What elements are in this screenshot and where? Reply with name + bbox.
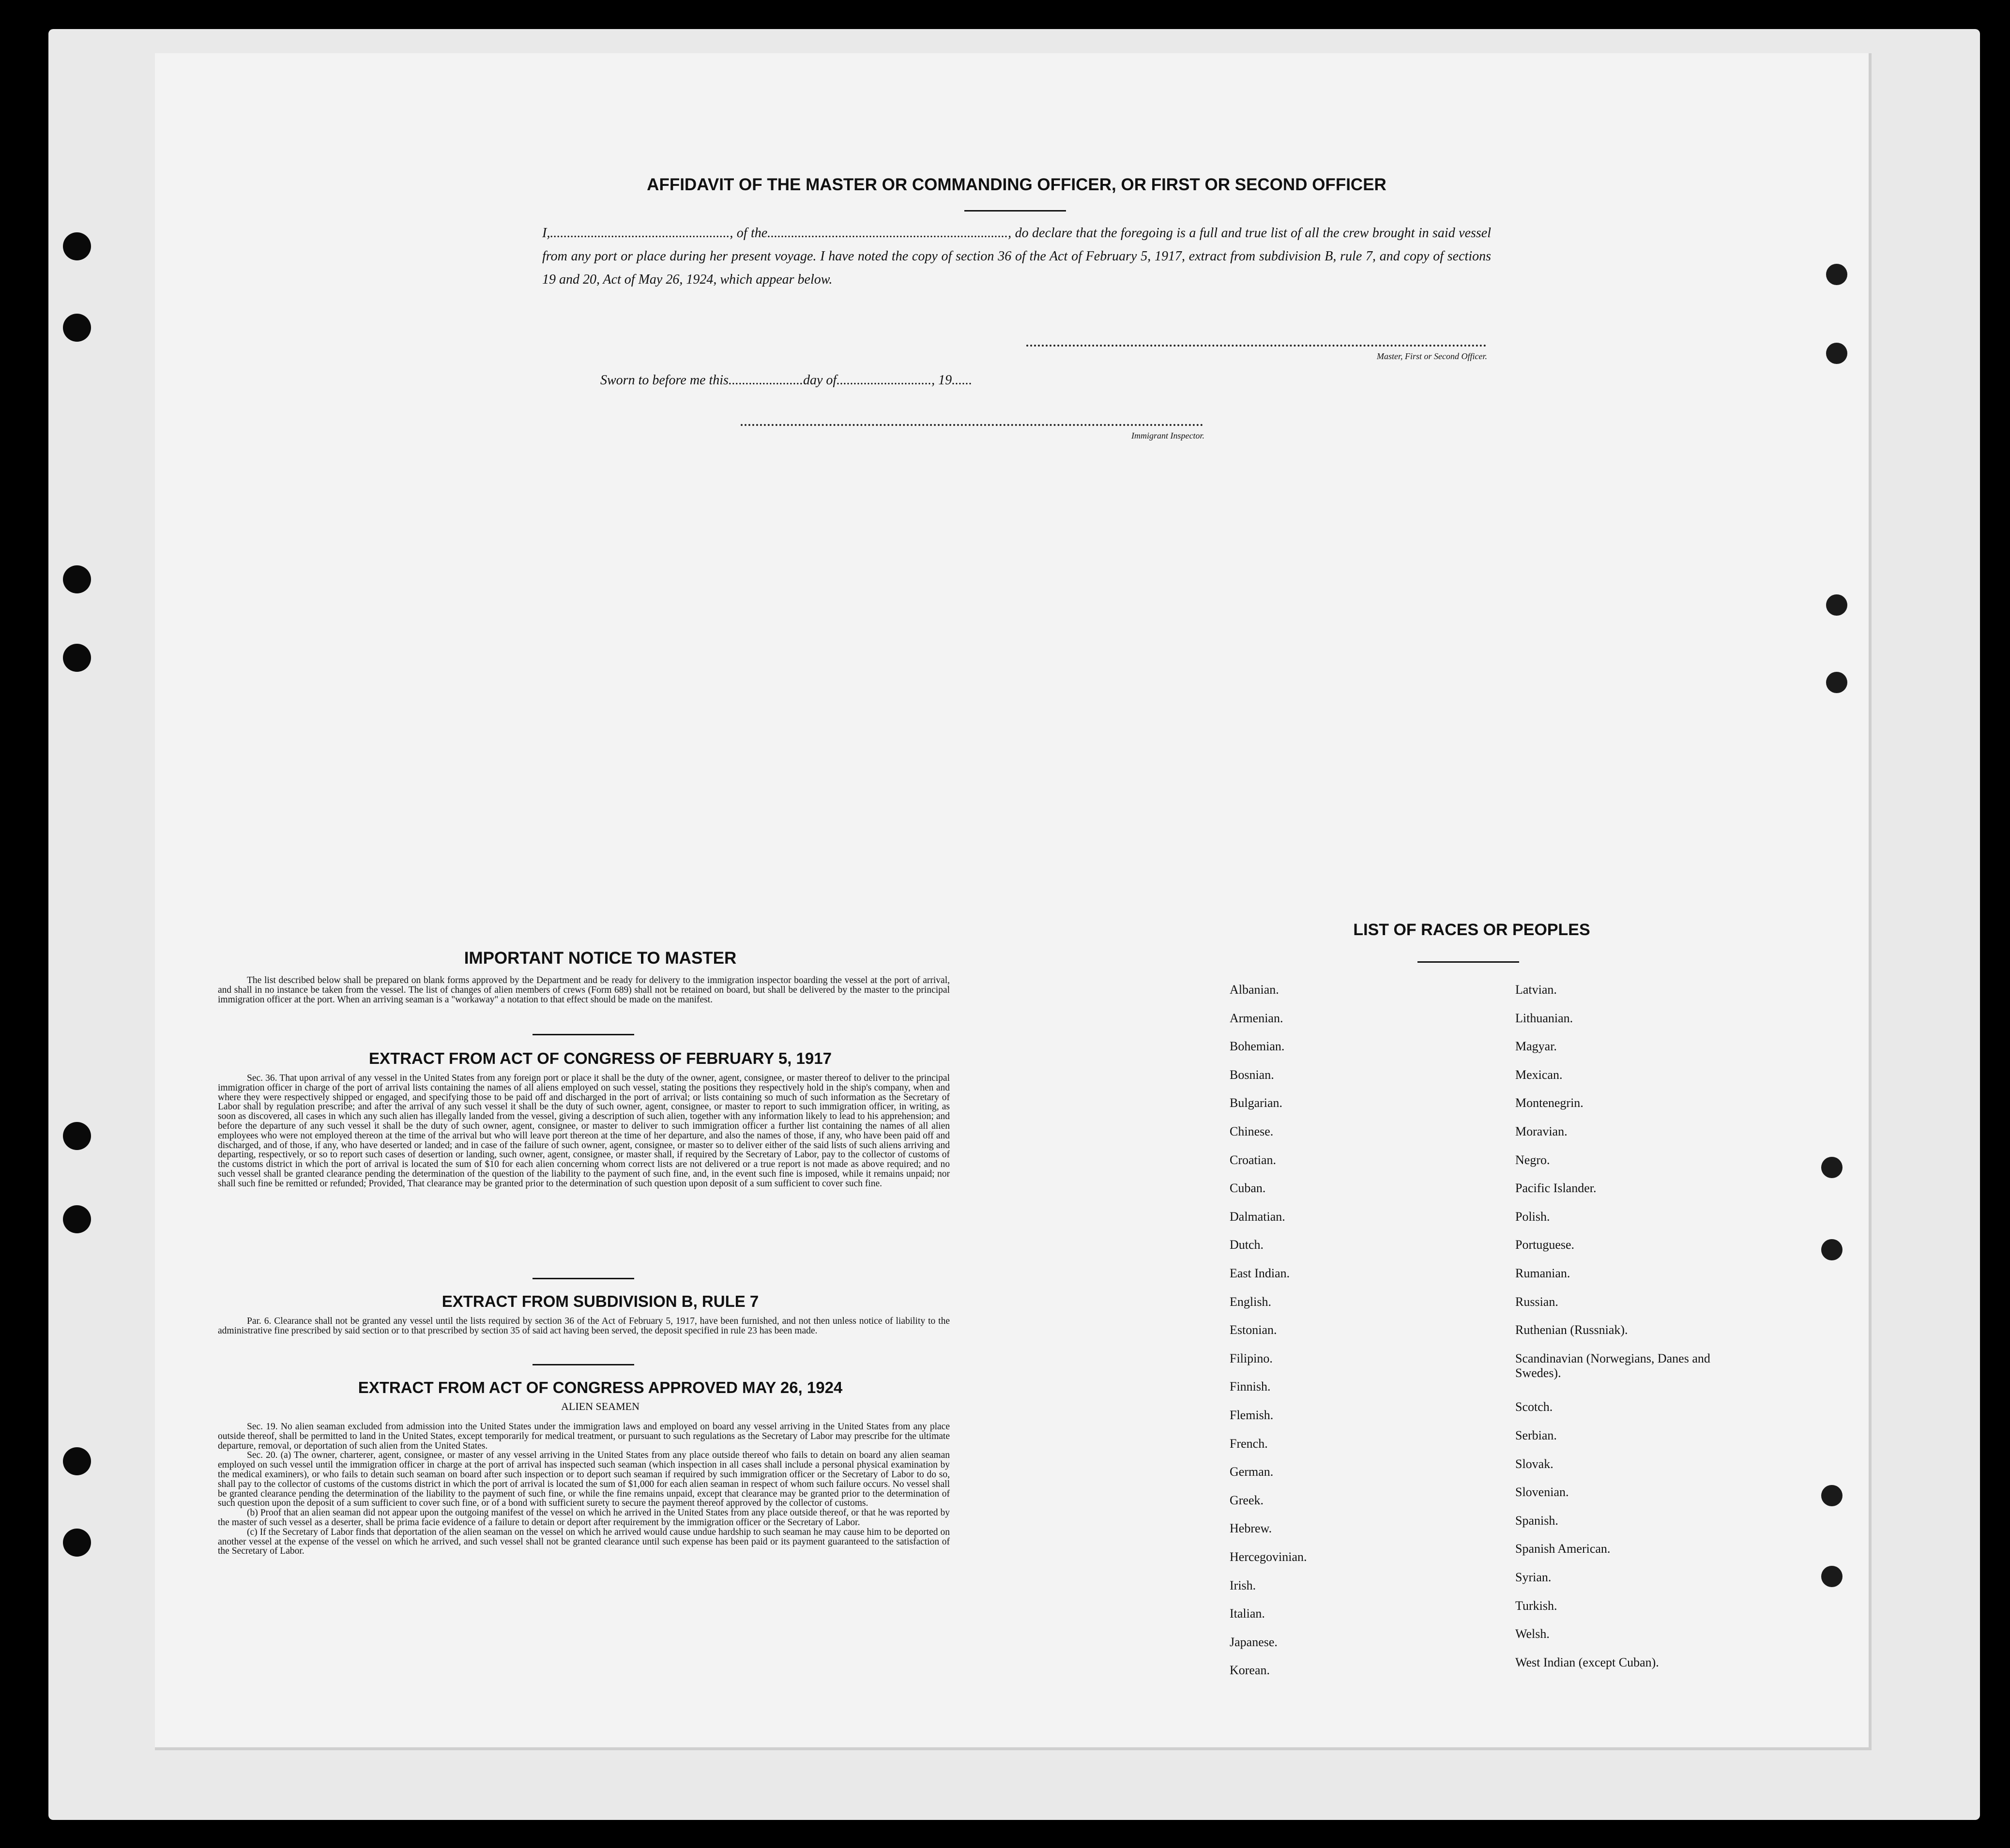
race-item: Greek.	[1230, 1493, 1264, 1507]
race-item: Welsh.	[1515, 1627, 1550, 1641]
race-item: Spanish American.	[1515, 1542, 1611, 1556]
sworn-statement: Sworn to before me this......................day of............................, 19......	[600, 373, 973, 388]
punch-hole	[1826, 672, 1847, 693]
punch-hole	[1826, 343, 1847, 364]
race-item: Albanian.	[1230, 983, 1279, 997]
extract-rule7-title: EXTRACT FROM SUBDIVISION B, RULE 7	[442, 1292, 759, 1310]
race-item: Flemish.	[1230, 1408, 1274, 1422]
races-title: LIST OF RACES OR PEOPLES	[1353, 921, 1590, 939]
master-signature-caption: Master, First or Second Officer.	[1377, 351, 1487, 361]
race-item: Latvian.	[1515, 983, 1557, 997]
divider	[533, 1278, 634, 1279]
race-item: Scotch.	[1515, 1400, 1553, 1414]
inspector-signature-caption: Immigrant Inspector.	[1131, 431, 1204, 440]
race-item: Irish.	[1230, 1578, 1256, 1592]
punch-hole	[63, 1122, 91, 1150]
affidavit-declaration: I,....................................................., of the......................................................................., do declare that the foregoing is a full and true list of all the crew brought in said vessel from any port or place during her present voyage. I have noted the copy of section 36 of the Act of February 5, 1917, extract from subdivision B, rule 7, and copy of sections 19 and 20, Act of May 26, 1924, which appear below.	[542, 226, 1491, 287]
race-item: Syrian.	[1515, 1570, 1552, 1584]
race-item: Finnish.	[1230, 1379, 1271, 1394]
notice-paragraph: The list described below shall be prepared on blank forms approved by the Department and be ready for delivery to the immigration inspector boarding the vessel at the port of arrival, and shall in no instance be taken from the vessel. The list of changes of alien members of crews (Form 689) shall not be retained on board, but shall be delivered by the master to the principal immigration officer at the port. When an arriving seaman is a "workaway" a notation to that effect should be made on the manifest.	[218, 975, 950, 1005]
divider	[1417, 961, 1519, 963]
extract-1924-body	[218, 1422, 950, 1556]
extract-1924-subtitle: ALIEN SEAMEN	[561, 1400, 640, 1412]
race-item: Mexican.	[1515, 1068, 1563, 1082]
race-item: Chinese.	[1230, 1124, 1274, 1138]
punch-hole	[63, 232, 91, 260]
section-20c-paragraph: (c) If the Secretary of Labor finds that deportation of the alien seaman on the vessel on which he arrived would cause undue hardship to such seaman he may cause him to be deported on another vessel at the expense of the vessel on which he arrived, and such vessel shall not be granted clearance until such expense has been paid or its payment guaranteed to the satisfaction of the Secretary of Labor.	[218, 1527, 950, 1557]
race-item: Cuban.	[1230, 1181, 1266, 1195]
inspector-signature-line	[741, 424, 1203, 426]
punch-hole	[63, 1529, 91, 1557]
race-item: Estonian.	[1230, 1323, 1277, 1337]
notice-body	[218, 976, 950, 1004]
divider	[533, 1364, 634, 1365]
race-item: Japanese.	[1230, 1635, 1278, 1649]
race-item: Russian.	[1515, 1295, 1558, 1309]
race-item: Magyar.	[1515, 1039, 1557, 1053]
race-item: Hercegovinian.	[1230, 1550, 1307, 1564]
punch-hole	[1821, 1239, 1842, 1260]
punch-hole	[63, 1447, 91, 1475]
race-item: Bohemian.	[1230, 1039, 1285, 1053]
race-item: Hebrew.	[1230, 1521, 1272, 1535]
race-item: Serbian.	[1515, 1428, 1557, 1442]
master-signature-line	[1026, 345, 1486, 347]
race-item: Slovak.	[1515, 1457, 1553, 1471]
race-item: Ruthenian (Russniak).	[1515, 1323, 1628, 1337]
race-item: Bulgarian.	[1230, 1096, 1283, 1110]
race-item: West Indian (except Cuban).	[1515, 1655, 1659, 1669]
notice-title: IMPORTANT NOTICE TO MASTER	[464, 949, 737, 968]
race-item: English.	[1230, 1295, 1271, 1309]
race-item: German.	[1230, 1465, 1274, 1479]
race-item: Korean.	[1230, 1663, 1270, 1677]
race-item: Polish.	[1515, 1210, 1550, 1224]
race-item: Montenegrin.	[1515, 1096, 1584, 1110]
punch-hole	[1826, 264, 1847, 285]
section-20a-paragraph: Sec. 20. (a) The owner, charterer, agent, consignee, or master of any vessel arriving in the United States from any place outside thereof who fails to detain on board any alien seaman employed on such vessel until the immigration officer in charge at the port of arrival has inspected such seaman (which inspection in all cases shall include a personal physical examination by the medical examiners), or who fails to detain such seaman on board after such inspection or to deport such seaman if required by such immigration officer or the Secretary of Labor to do so, shall pay to the collector of customs of the customs district in which the port of arrival is located the sum of $1,000 for each alien seaman in respect of whom such failure occurs. No vessel shall be granted clearance pending the determination of the liability to the payment of such fine, or while the fine remains unpaid, except that clearance may be granted prior to the determination of such question upon the deposit of a sum sufficient to cover such fine, or of a bond with sufficient surety to secure the payment thereof approved by the collector of customs.	[218, 1450, 950, 1509]
race-item: Croatian.	[1230, 1153, 1277, 1167]
race-item: Negro.	[1515, 1153, 1550, 1167]
divider	[533, 1034, 634, 1035]
race-item: Pacific Islander.	[1515, 1181, 1597, 1195]
section-36-paragraph: Sec. 36. That upon arrival of any vessel in the United States from any foreign port or place it shall be the duty of the owner, agent, consignee, or master thereof to deliver to the principal immigration officer in charge of the port of arrival lists containing the names of all aliens employed on such vessel, stating the positions they respectively hold in the ship's company, when and where they were respectively shipped or engaged, and specifying those to be paid off and discharged in the port of arrival; or lists containing so much of such information as the Secretary of Labor shall by regulation prescribe; and after the arrival of any such vessel it shall be the duty of such owner, agent, consignee, or master to report to such immigration officer, in writing, as soon as discovered, all cases in which any such alien has illegally landed from the vessel, giving a description of such alien, together with any information likely to lead to his apprehension; and before the departure of any such vessel it shall be the duty of such owner, agent, consignee, or master to deliver to such immigration officer a further list containing the names of all alien employees who were not employed thereon at the time of the arrival but who will leave port thereon at the time of her departure, and also the names of those, if any, who have been paid off and discharged, and of those, if any, who have deserted or landed; and in case of the failure of such owner, agent, consignee, or master so to deliver either of the said lists of such aliens arriving and departing, respectively, or so to report such cases of desertion or landing, such owner, agent, consignee, or master shall, if required by the Secretary of Labor, pay to the collector of customs of the customs district in which the port of arrival is located the sum of $10 for each alien concerning whom correct lists are not delivered or a true report is not made as above required; and no such vessel shall be granted clearance pending the determination of the question of the liability to the payment of such fine, and, in the event such fine is imposed, while it remains unpaid; nor shall such fine be remitted or refunded; Provided, That clearance may be granted prior to the determination of such question upon deposit of a sum sufficient to cover such fine.	[218, 1073, 950, 1189]
section-20b-paragraph: (b) Proof that an alien seaman did not appear upon the outgoing manifest of the vessel on which he arrived in the United States from any place outside thereof, or that he was reported by the master of such vessel as a deserter, shall be prima facie evidence of a failure to detain or deport after requirement by the immigration officer or the Secretary of Labor.	[218, 1508, 950, 1528]
punch-hole	[63, 1205, 91, 1233]
race-item: Bosnian.	[1230, 1068, 1274, 1082]
race-item: Rumanian.	[1515, 1266, 1570, 1280]
race-item: Armenian.	[1230, 1011, 1283, 1025]
punch-hole	[63, 565, 91, 593]
divider	[964, 210, 1066, 212]
race-item: Dalmatian.	[1230, 1210, 1285, 1224]
race-item: Moravian.	[1515, 1124, 1568, 1138]
punch-hole	[1821, 1157, 1842, 1178]
rule-7-paragraph: Par. 6. Clearance shall not be granted any vessel until the lists required by section 36 of the Act of February 5, 1917, have been furnished, and not then unless notice of liability to the administrative fine prescribed by said section or to that prescribed by section 35 of said act having been served, the deposit specified in rule 23 has been made.	[218, 1316, 950, 1336]
punch-hole	[1821, 1485, 1842, 1506]
race-item: Lithuanian.	[1515, 1011, 1573, 1025]
extract-1917-body	[218, 1074, 950, 1189]
race-item: Turkish.	[1515, 1599, 1557, 1613]
race-item: Filipino.	[1230, 1351, 1273, 1365]
section-19-paragraph: Sec. 19. No alien seaman excluded from admission into the United States under the immigration laws and employed on board any vessel arriving in the United States from any place outside thereof, shall be permitted to land in the United States, except temporarily for medical treatment, or pursuant to such regulations as the Secretary of Labor may prescribe for the ultimate departure, removal, or deportation of such alien from the United States.	[218, 1422, 950, 1451]
extract-1924-title: EXTRACT FROM ACT OF CONGRESS APPROVED MAY 26, 1924	[358, 1378, 843, 1396]
race-item: Scandinavian (Norwegians, Danes and Swedes).	[1515, 1351, 1710, 1380]
race-item: Spanish.	[1515, 1514, 1558, 1528]
race-item: Dutch.	[1230, 1238, 1264, 1252]
race-item: Italian.	[1230, 1606, 1265, 1621]
race-item: East Indian.	[1230, 1266, 1290, 1280]
punch-hole	[1826, 594, 1847, 616]
punch-hole	[63, 314, 91, 342]
race-item: French.	[1230, 1437, 1268, 1451]
punch-hole	[1821, 1566, 1842, 1587]
race-item: Portuguese.	[1515, 1238, 1575, 1252]
extract-rule7-body	[218, 1317, 950, 1336]
race-item: Slovenian.	[1515, 1485, 1569, 1499]
punch-hole	[63, 644, 91, 672]
extract-1917-title: EXTRACT FROM ACT OF CONGRESS OF FEBRUARY 5, 1917	[369, 1049, 832, 1067]
affidavit-title: AFFIDAVIT OF THE MASTER OR COMMANDING OFFICER, OR FIRST OR SECOND OFFICER	[647, 175, 1386, 194]
